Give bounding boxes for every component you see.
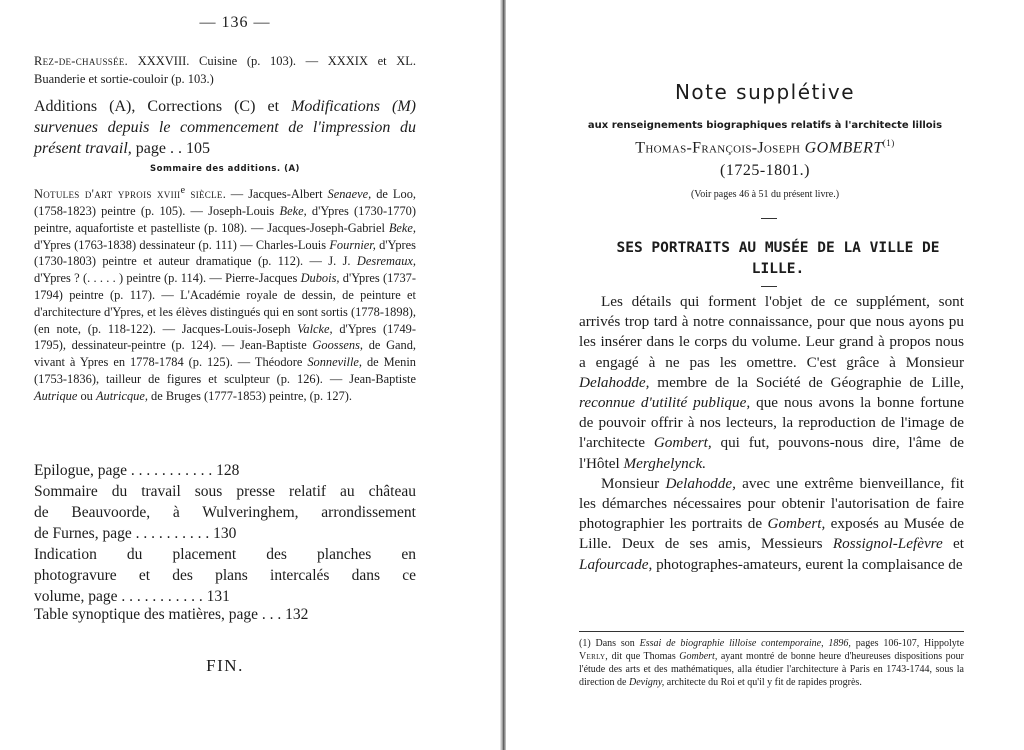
text-run: Merghelynck.	[623, 454, 706, 472]
body-paragraph-1	[579, 292, 964, 474]
text-run: photographes-amateurs, eurent la complaisance de	[652, 555, 963, 573]
additions-text-italic: Modifications (M) survenues depuis le commencement de l'impression du présent travail,	[34, 98, 416, 157]
text-run: e	[180, 185, 186, 196]
left-page	[0, 0, 500, 750]
architect-surname: GOMBERT	[804, 139, 883, 157]
additions-text-a: Additions (A), Corrections (C) et	[34, 98, 292, 115]
toc-entry-text: XXXVIII. Cuisine (p. 103). — XXXIX et XL. Buanderie et sortie-couloir (p. 103.)	[34, 54, 416, 86]
page-reference: (Voir pages 46 à 51 du présent livre.)	[690, 189, 840, 200]
text-run: Lafourcade,	[579, 555, 653, 573]
text-run: avec une extrême bienveillance, fit les démarches nécessaires pour obtenir l'autorisation de faire photographier les portraits de	[579, 474, 965, 533]
summary-heading: Sommaire des additions. (A)	[150, 164, 300, 174]
text-run: Dubois,	[300, 271, 340, 286]
text-run: reconnue d'utilité publique,	[579, 394, 751, 412]
toc-line-table-synoptique: Table synoptique des matières, page . . . 132	[34, 606, 309, 623]
section-heading: SES PORTRAITS AU MUSÉE DE LA VILLE DE LILLE.	[616, 240, 940, 277]
text-run: d'Ypres (1730-1803) peintre et auteur dramatique (p. 112). — J. J.	[34, 237, 416, 269]
text-run: d'Ypres (1730-1770) peintre, aquafortiste et pastelliste (p. 108). — Jacques-Joseph-Gabriel	[34, 203, 416, 235]
text-run: Les détails qui forment l'objet de ce supplément, sont arrivés trop tard à notre connaissance, pour que nous ayons pu les insérer dans le corps du volume. Leur grand à propos nous a engagé à ne pas les omettre. C'est grâce à Monsieur	[579, 293, 964, 371]
text-run: Fournier,	[329, 237, 376, 252]
toc-entry-rez-de-chaussee	[34, 52, 416, 88]
toc-line-beauvoorde-3: de Furnes, page . . . . . . . . . . 130	[34, 525, 237, 542]
text-run: exposés au Musée de Lille. Deux de ses amis, Messieurs	[579, 515, 964, 553]
text-run: Sonneville,	[307, 355, 363, 370]
text-run: architecte du Roi et qu'il y fit de rapides progrès.	[664, 677, 862, 688]
text-run: ayant montré de bonne heure d'heureuses dispositions pour l'étude des arts et des mathématiques, alla étudier l'architecture à Paris en 1743-1744, sous la direction de	[579, 651, 964, 688]
text-run: Rossignol-Lefèvre	[832, 535, 943, 553]
text-run: Monsieur	[601, 474, 666, 492]
text-run: Autrique	[34, 388, 78, 403]
architect-name	[506, 138, 1024, 157]
text-run: dit que Thomas	[608, 651, 680, 662]
right-page	[506, 0, 1024, 750]
text-run: Delahodde,	[665, 474, 736, 492]
toc-entry-lead: Rez-de-chaussée.	[34, 54, 129, 68]
text-run: Beke,	[279, 203, 307, 218]
text-run: Desremaux,	[356, 254, 416, 269]
text-run: Beke,	[388, 220, 416, 235]
text-run: de Gand, vivant à Ypres en 1778-1784 (p. 125). — Théodore	[34, 338, 417, 370]
note-title: Note supplétive	[674, 80, 856, 104]
fin-mark: FIN.	[206, 656, 244, 675]
text-run: Goossens,	[312, 338, 364, 353]
note-subtitle: aux renseignements biographiques relatifs à l'architecte lillois	[587, 120, 943, 131]
text-run: d'Ypres (1737-1794) peintre (p. 117). — L'Académie royale de dessin, de peinture et d'architecture d'Ypres, et les élèves distingués qui en sont sortis (1778-1898), (en note, (p. 118-122). — Jacques-Louis-Joseph	[34, 271, 416, 336]
text-run: Gombert,	[767, 515, 826, 533]
architect-dates: (1725-1801.)	[720, 162, 810, 179]
body-paragraph-2	[579, 474, 964, 575]
footnote-marker: (1)	[882, 138, 895, 148]
text-run: Notules d'art yprois xviii	[34, 187, 181, 202]
footnote-separator	[579, 631, 964, 632]
toc-line-indication-2: photogravure et des plans intercalés dans ce	[34, 567, 416, 584]
toc-line-indication-1: Indication du placement des planches en	[34, 546, 416, 563]
text-run: d'Ypres ? (. . . . . ) peintre (p. 114). — Pierre-Jacques	[34, 271, 301, 286]
text-run: Verly,	[579, 651, 609, 662]
text-run: Gombert,	[653, 434, 712, 452]
text-run: de Menin (1753-1836), tailleur de figures et sculpteur (p. 126). — Jean-Baptiste	[34, 355, 416, 386]
text-run: d'Ypres (1763-1838) dessinateur (p. 111) — Charles-Louis	[34, 237, 330, 252]
additions-text-b: page . . 105	[131, 140, 210, 157]
text-run: membre de la Société de Géographie de Lille,	[649, 373, 964, 391]
text-run: que nous avons la bonne fortune de pouvoir offrir à nos lecteurs, la reproduction de l'image de l'architecte	[579, 394, 964, 452]
text-run: Devigny,	[628, 677, 665, 688]
page-number: — 136 —	[199, 14, 271, 31]
text-run: Autricque,	[95, 388, 148, 403]
text-run: de Loo, (1758-1823) peintre (p. 105). — Joseph-Louis	[34, 187, 416, 218]
architect-given-names: Thomas-François-Joseph	[635, 139, 805, 157]
text-run: et	[942, 535, 964, 553]
text-run: de Bruges (1777-1853) peintre, (p. 127).	[147, 388, 352, 403]
toc-line-beauvoorde-2: de Beauvoorde, à Wulveringhem, arrondissement	[34, 504, 416, 521]
toc-line-indication-3: volume, page . . . . . . . . . . . 131	[34, 588, 230, 605]
text-run: Essai de biographie lilloise contemporaine, 1896,	[639, 638, 851, 649]
text-run: Senaeve,	[327, 187, 372, 202]
toc-entry-additions	[34, 96, 416, 159]
text-run: pages 106-107, Hippolyte	[850, 638, 965, 649]
toc-line-beauvoorde-1: Sommaire du travail sous presse relatif au château	[34, 483, 416, 500]
body-text	[579, 292, 964, 575]
toc-line-epilogue: Epilogue, page . . . . . . . . . . . 128	[34, 462, 240, 479]
text-run: d'Ypres (1749-1795), dessinateur-peintre (p. 124). — Jean-Baptiste	[34, 321, 416, 353]
text-run: Delahodde,	[579, 373, 650, 391]
text-run: (1) Dans son	[579, 638, 640, 649]
summary-of-additions	[34, 183, 416, 404]
text-run: . — Jacques-Albert	[222, 187, 328, 202]
text-run: Gombert,	[679, 651, 718, 662]
text-run: siècle	[185, 187, 223, 202]
text-run: Valcke,	[297, 321, 333, 336]
footnote	[579, 637, 964, 689]
section-divider	[761, 286, 777, 287]
text-run: ou	[77, 388, 96, 403]
title-divider	[761, 218, 777, 219]
text-run: qui fut, pouvons-nous dire, l'âme de l'Hôtel	[579, 434, 964, 472]
